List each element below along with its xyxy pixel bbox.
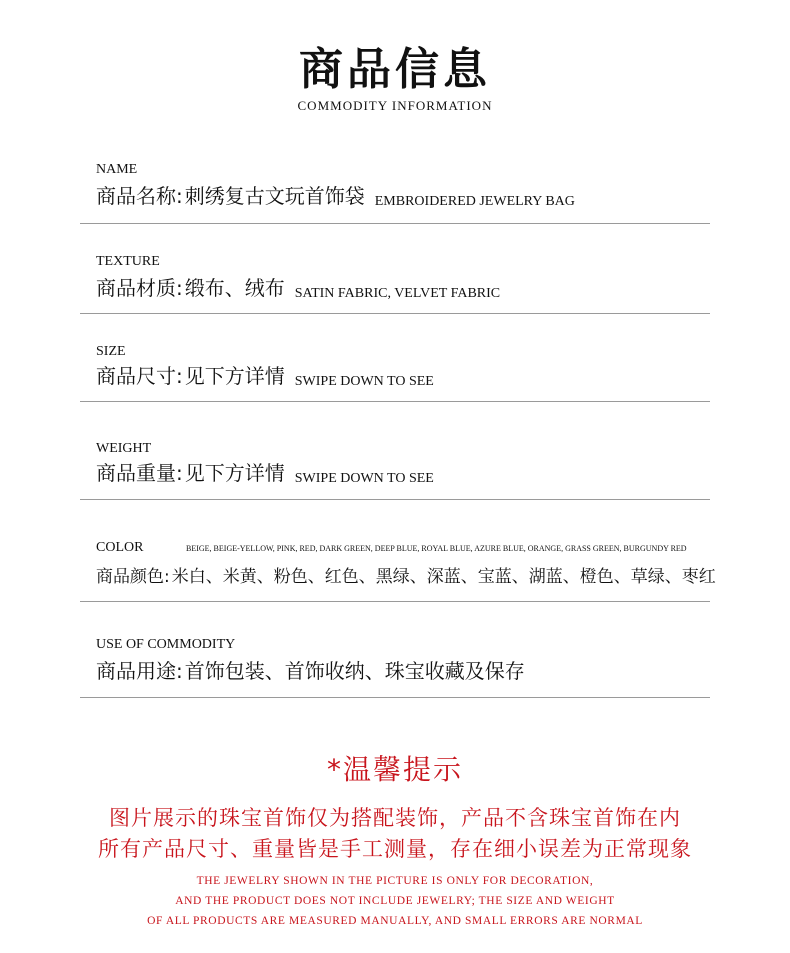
notice-title: *温馨提示: [326, 753, 463, 786]
notice-en-line-3: OF ALL PRODUCTS ARE MEASURED MANUALLY, AND SMALL ERRORS ARE NORMAL: [147, 915, 643, 927]
field-cn-label: 商品重量:: [96, 461, 183, 485]
field-cn-value: 首饰包装、首饰收纳、珠宝收藏及保存: [184, 659, 525, 683]
field-color: [80, 540, 716, 604]
divider: [80, 401, 710, 402]
field-en-label: TEXTURE: [96, 254, 160, 269]
field-cn-value: 刺绣复古文玩首饰袋: [184, 184, 365, 208]
field-size: [80, 344, 710, 406]
field-en-label: COLOR: [96, 540, 144, 555]
field-en-value: SWIPE DOWN TO SEE: [294, 471, 434, 486]
field-cn-label: 商品颜色:: [96, 567, 170, 587]
field-row: [96, 272, 500, 301]
notice-line-1: 图片展示的珠宝首饰仅为搭配装饰，产品不含珠宝首饰在内: [109, 806, 681, 830]
divider: [80, 313, 710, 314]
field-cn-label: 商品用途:: [96, 659, 183, 683]
field-en-value: SATIN FABRIC, VELVET FABRIC: [294, 286, 501, 301]
field-weight: [80, 441, 710, 503]
divider: [80, 499, 710, 500]
field-cn-value: 见下方详情: [184, 364, 285, 388]
field-en-value: SWIPE DOWN TO SEE: [294, 374, 434, 389]
field-cn-label: 商品尺寸:: [96, 364, 183, 388]
field-use: [80, 637, 710, 701]
field-en-label: USE OF COMMODITY: [96, 637, 236, 652]
field-en-value: BEIGE, BEIGE-YELLOW, PINK, RED, DARK GREEN, DEEP BLUE, ROYAL BLUE, AZURE BLUE, ORANGE, GRASS GREEN, BURGUNDY RED: [186, 544, 687, 553]
field-en-label: NAME: [96, 162, 138, 177]
field-row: [96, 655, 525, 684]
page-title: 商品信息: [299, 44, 491, 95]
notice-en-line-1: THE JEWELRY SHOWN IN THE PICTURE IS ONLY FOR DECORATION,: [196, 875, 594, 887]
field-en-label: WEIGHT: [96, 441, 152, 456]
field-row: [96, 457, 434, 486]
field-row: [96, 180, 575, 209]
field-name: [80, 160, 710, 226]
notice-en-line-2: AND THE PRODUCT DOES NOT INCLUDE JEWELRY; THE SIZE AND WEIGHT: [175, 895, 615, 907]
field-cn-value: 见下方详情: [184, 461, 285, 485]
field-en-label: SIZE: [96, 344, 126, 359]
field-en-value: EMBROIDERED JEWELRY BAG: [374, 194, 575, 209]
divider: [80, 223, 710, 224]
field-cn-value: 米白、米黄、粉色、红色、黑绿、深蓝、宝蓝、湖蓝、橙色、草绿、枣红: [171, 567, 716, 587]
notice-line-2: 所有产品尺寸、重量皆是手工测量，存在细小误差为正常现象: [98, 837, 692, 861]
field-cn-label: 商品名称:: [96, 184, 183, 208]
divider: [80, 697, 710, 698]
field-row: [96, 360, 434, 389]
field-texture: [80, 254, 710, 316]
field-cn-label: 商品材质:: [96, 276, 183, 300]
page-subtitle: COMMODITY INFORMATION: [297, 98, 493, 113]
field-row: [96, 562, 716, 587]
divider: [80, 601, 710, 602]
field-cn-value: 缎布、绒布: [184, 276, 285, 300]
